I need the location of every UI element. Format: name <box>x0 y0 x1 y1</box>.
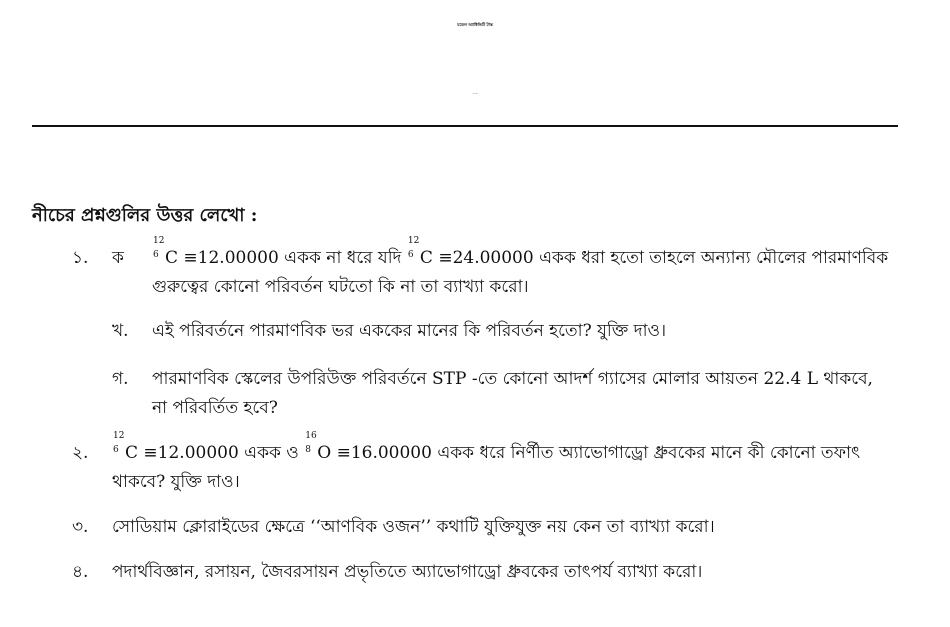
question-1c-label: গ. <box>112 369 129 389</box>
isotope-oxygen-16: 16 8 <box>305 431 317 455</box>
isotope-carbon-12: 12 6 <box>407 236 420 260</box>
instruction-text: নীচের প্রশ্নগুলির উত্তর লেখো : <box>32 205 258 226</box>
question-2-line-1: 12 6 C ≡12.00000 একক ও 16 8 O ≡16.00000 একক ধরে নির্ণীত অ্যাভোগাড্রো ধ্রুবকের মানে কী কোনো তফাৎ <box>113 431 861 463</box>
question-2-number: ২. <box>72 443 89 463</box>
question-1a-line-2: গুরুত্বের কোনো পরিবর্তন ঘটতো কি না তা ব্যাখ্যা করো। <box>152 277 529 297</box>
question-4-text: পদার্থবিজ্ঞান, রসায়ন, জৈবরসায়ন প্রভৃতিতে অ্যাভোগাড্রো ধ্রুবকের তাৎপর্য ব্যাখ্যা করো। <box>112 562 703 582</box>
question-1c-line-1: পারমাণবিক স্কেলের উপরিউক্ত পরিবর্তনে STP -তে কোনো আদর্শ গ্যাসের মোলার আয়তন 22.4 L থাকবে, <box>152 369 873 389</box>
question-1a-line-1: 12 6 C ≡12.00000 একক না ধরে যদি 12 6 C ≡24.00000 একক ধরা হতো তাহলে অন্যান্য মৌলের পারমাণবিক <box>153 236 889 268</box>
isotope-carbon-12: 12 6 <box>113 431 125 455</box>
grade-heading: একাদশ শ্রেণি <box>472 94 478 95</box>
isotope-carbon-12: 12 6 <box>153 236 165 260</box>
question-3-text: সোডিয়াম ক্লোরাইডের ক্ষেত্রে ‘‘আণবিক ওজন’’ কথাটি যুক্তিযুক্ত নয় কেন তা ব্যাখ্যা করো। <box>112 517 715 537</box>
question-1-number: ১. <box>72 248 89 268</box>
question-2-line-2: থাকবে? যুক্তি দাও। <box>112 472 240 492</box>
question-3-number: ৩. <box>72 517 89 537</box>
question-1b-label: খ. <box>112 321 129 341</box>
question-1b-text: এই পরিবর্তনে পারমাণবিক ভর এককের মানের কি পরিবর্তন হতো? যুক্তি দাও। <box>152 321 667 341</box>
question-4-number: ৪. <box>72 562 89 582</box>
header-divider <box>32 125 898 127</box>
question-1c-line-2: না পরিবর্তিত হবে? <box>152 398 278 418</box>
document-title: মডেল অ্যাক্টিভিটি টাস্ক <box>457 22 493 27</box>
question-1a-label: ক <box>112 248 124 268</box>
